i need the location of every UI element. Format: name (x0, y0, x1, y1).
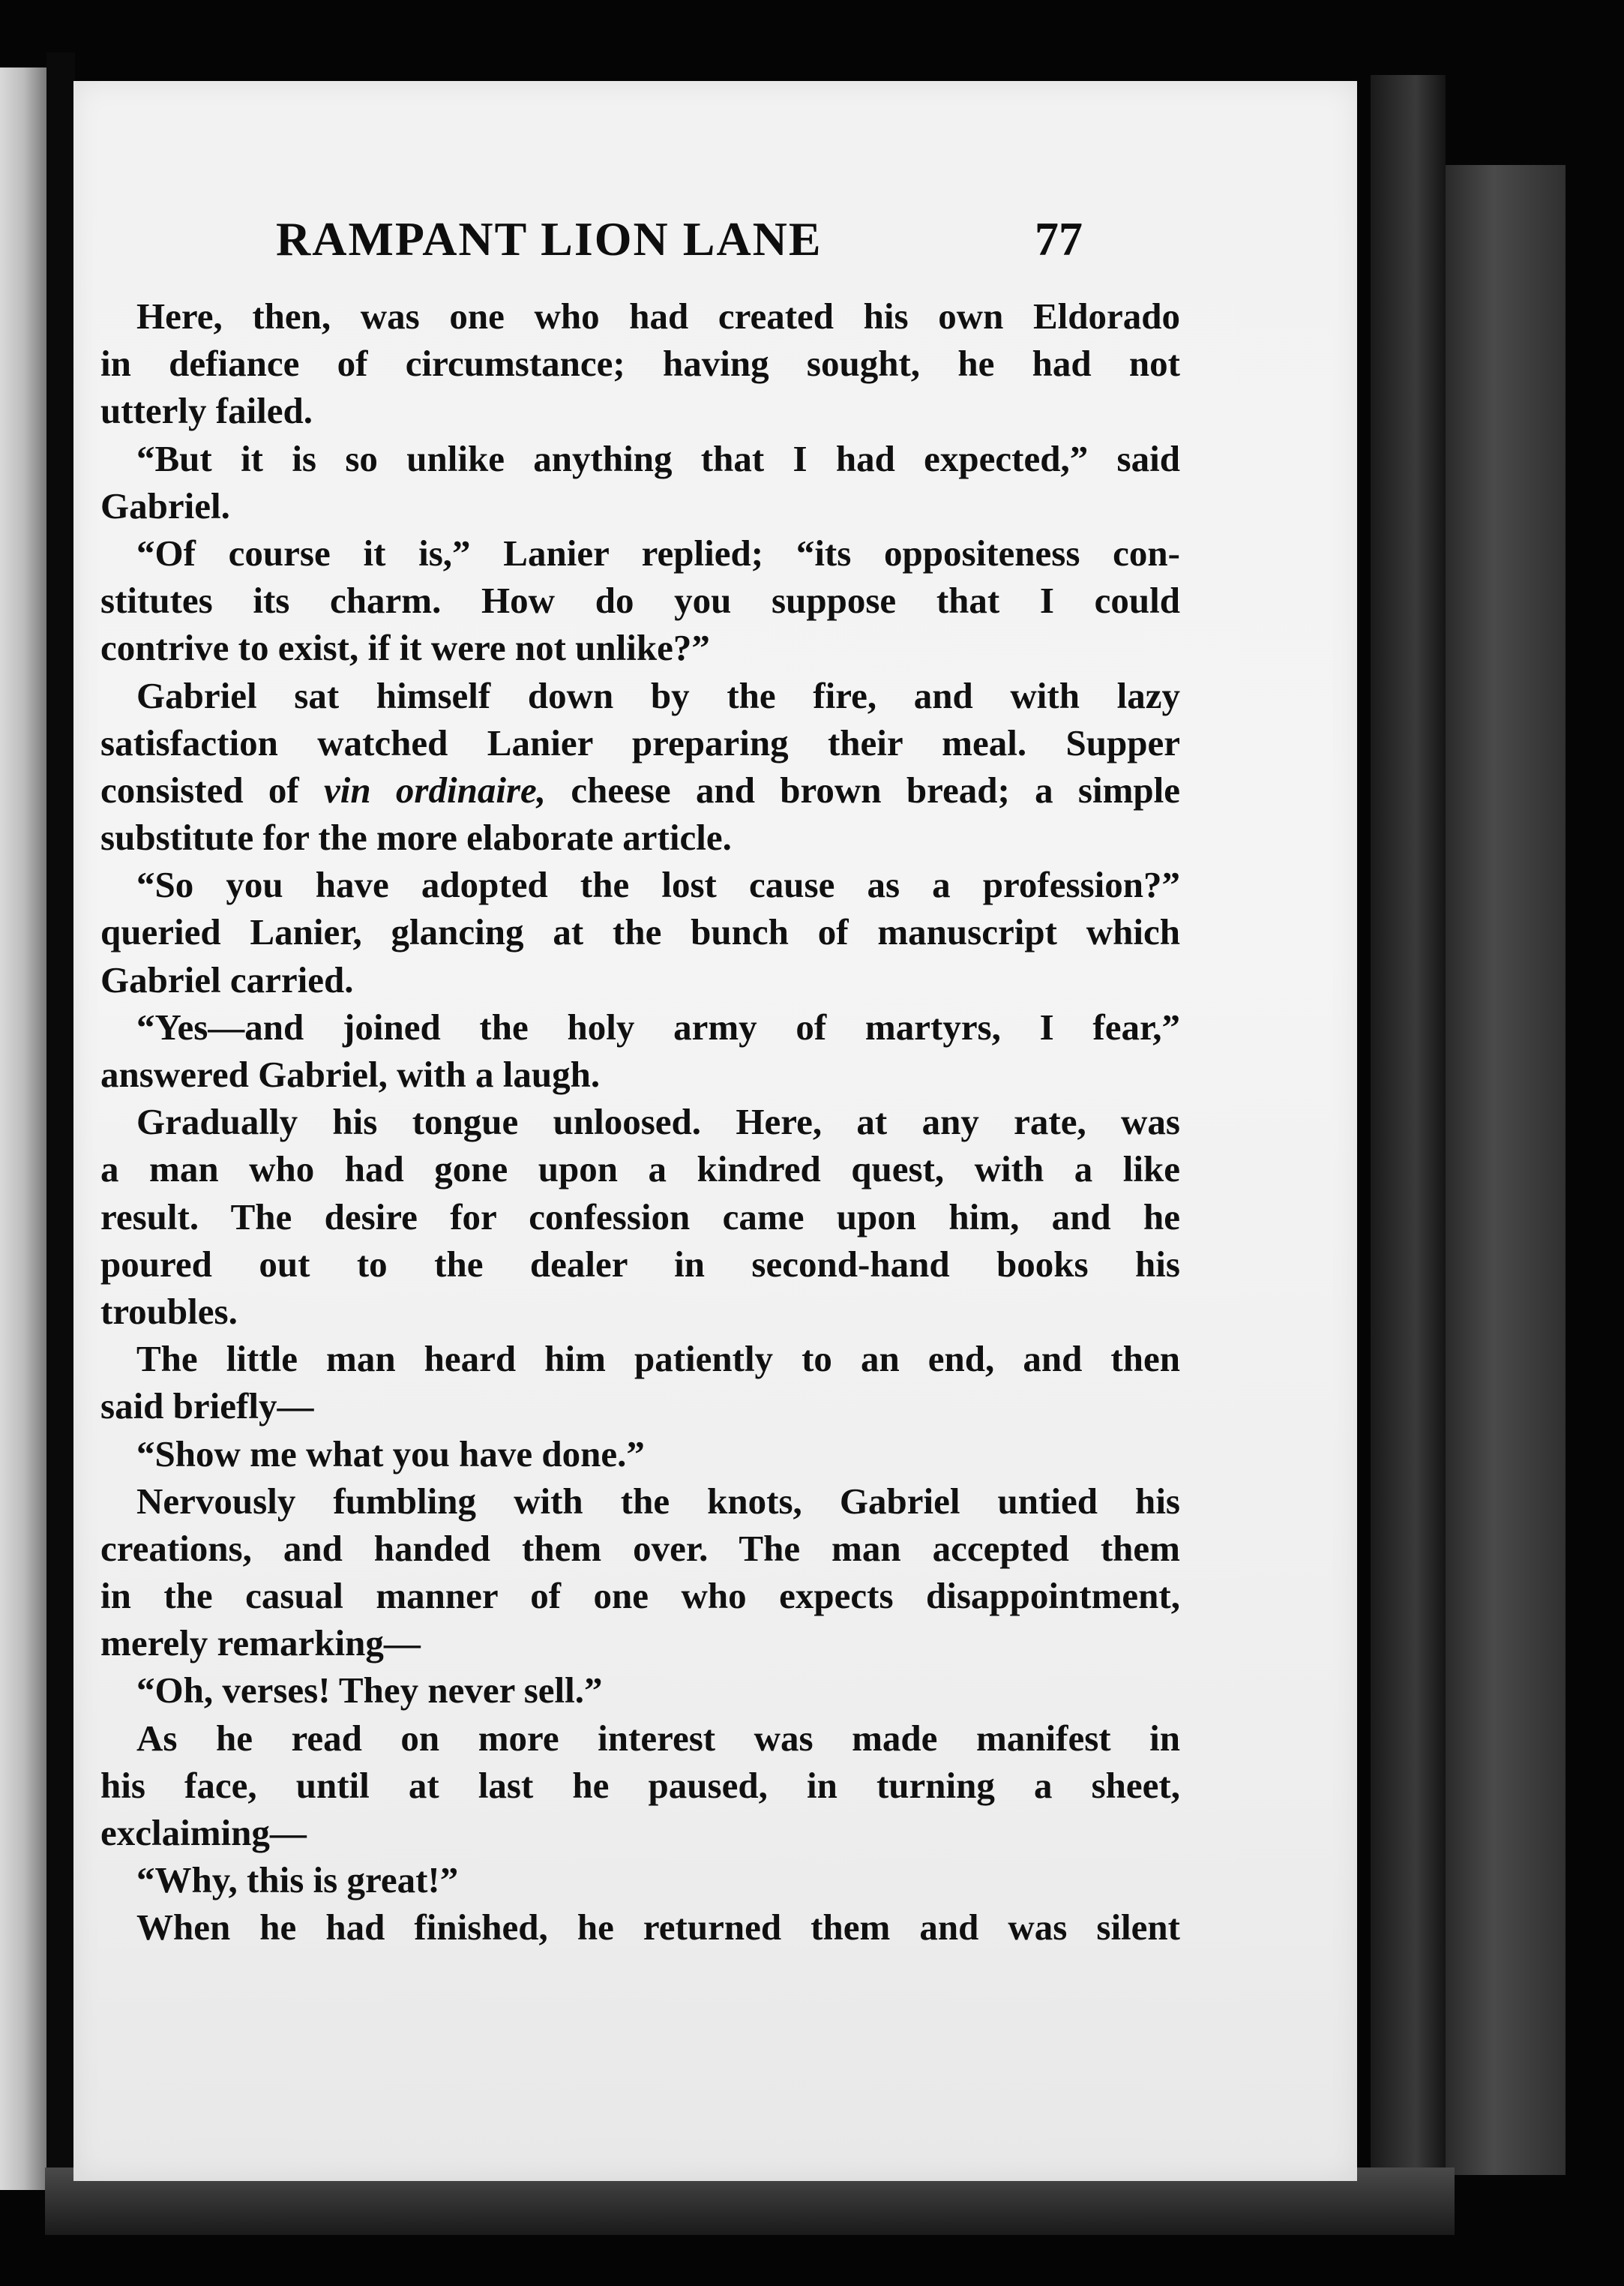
text-line: result. The desire for confession came upon him, and he (100, 1196, 1180, 1238)
text-line: “Of course it is,” Lanier replied; “its oppositeness con- (136, 532, 1180, 574)
text-line: “But it is so unlike anything that I had expected,” said (136, 437, 1180, 479)
text-line: his face, until at last he paused, in turning a sheet, (100, 1764, 1180, 1806)
text-line: contrive to exist, if it were not unlike?” (100, 627, 710, 669)
text-line: poured out to the dealer in second-hand books his (100, 1243, 1180, 1285)
text-line: “So you have adopted the lost cause as a profession?” (136, 864, 1180, 906)
text-line: When he had finished, he returned them and was silent (136, 1906, 1180, 1948)
book-cover-edge (1371, 75, 1446, 2175)
text-line: “Yes—and joined the holy army of martyrs, I fear,” (136, 1006, 1180, 1048)
text-line: Gradually his tongue unloosed. Here, at any rate, was (136, 1101, 1180, 1143)
text-line: answered Gabriel, with a laugh. (100, 1054, 601, 1095)
text-line: creations, and handed them over. The man accepted them (100, 1527, 1180, 1569)
text-line: substitute for the more elaborate article. (100, 817, 732, 859)
facing-page-edge (0, 68, 46, 2190)
text-line: The little man heard him patiently to an end, and then (136, 1338, 1180, 1380)
text-line: Gabriel carried. (100, 958, 354, 1000)
text-line: “Oh, verses! They never sell.” (136, 1670, 603, 1712)
text-line: exclaiming— (100, 1812, 307, 1853)
running-title: RAMPANT LION LANE (276, 212, 822, 266)
text-line: merely remarking— (100, 1622, 421, 1664)
text-run: cheese and brown bread; a simple (546, 769, 1180, 811)
book-page (73, 81, 1357, 2181)
text-run: consisted of (100, 769, 324, 811)
text-line: Gabriel sat himself down by the fire, and with lazy (136, 674, 1180, 716)
text-line: “Why, this is great!” (136, 1859, 459, 1901)
text-line: “Show me what you have done.” (136, 1432, 645, 1474)
text-line: utterly failed. (100, 390, 313, 432)
text-line: troubles. (100, 1290, 238, 1332)
italic-phrase: vin ordinaire, (324, 769, 547, 811)
text-line: As he read on more interest was made manifest in (136, 1717, 1180, 1759)
body-text (100, 292, 1180, 1952)
text-line: Gabriel. (100, 484, 230, 526)
book-gutter (46, 52, 75, 2220)
text-line: Here, then, was one who had created his own Eldorado (136, 296, 1180, 337)
text-line (100, 766, 1180, 814)
text-line: a man who had gone upon a kindred quest, with a like (100, 1148, 1180, 1190)
text-line: Nervously fumbling with the knots, Gabriel untied his (136, 1480, 1180, 1522)
book-cover-board (1446, 165, 1566, 2175)
text-line: stitutes its charm. How do you suppose that I could (100, 580, 1180, 622)
text-line: said briefly— (100, 1385, 314, 1427)
page-number: 77 (1035, 212, 1083, 266)
text-line: satisfaction watched Lanier preparing their meal. Supper (100, 722, 1180, 764)
text-line: queried Lanier, glancing at the bunch of manuscript which (100, 911, 1180, 953)
running-head (73, 212, 1357, 272)
text-line: in defiance of circumstance; having sought, he had not (100, 343, 1180, 385)
text-line: in the casual manner of one who expects disappointment, (100, 1575, 1180, 1617)
